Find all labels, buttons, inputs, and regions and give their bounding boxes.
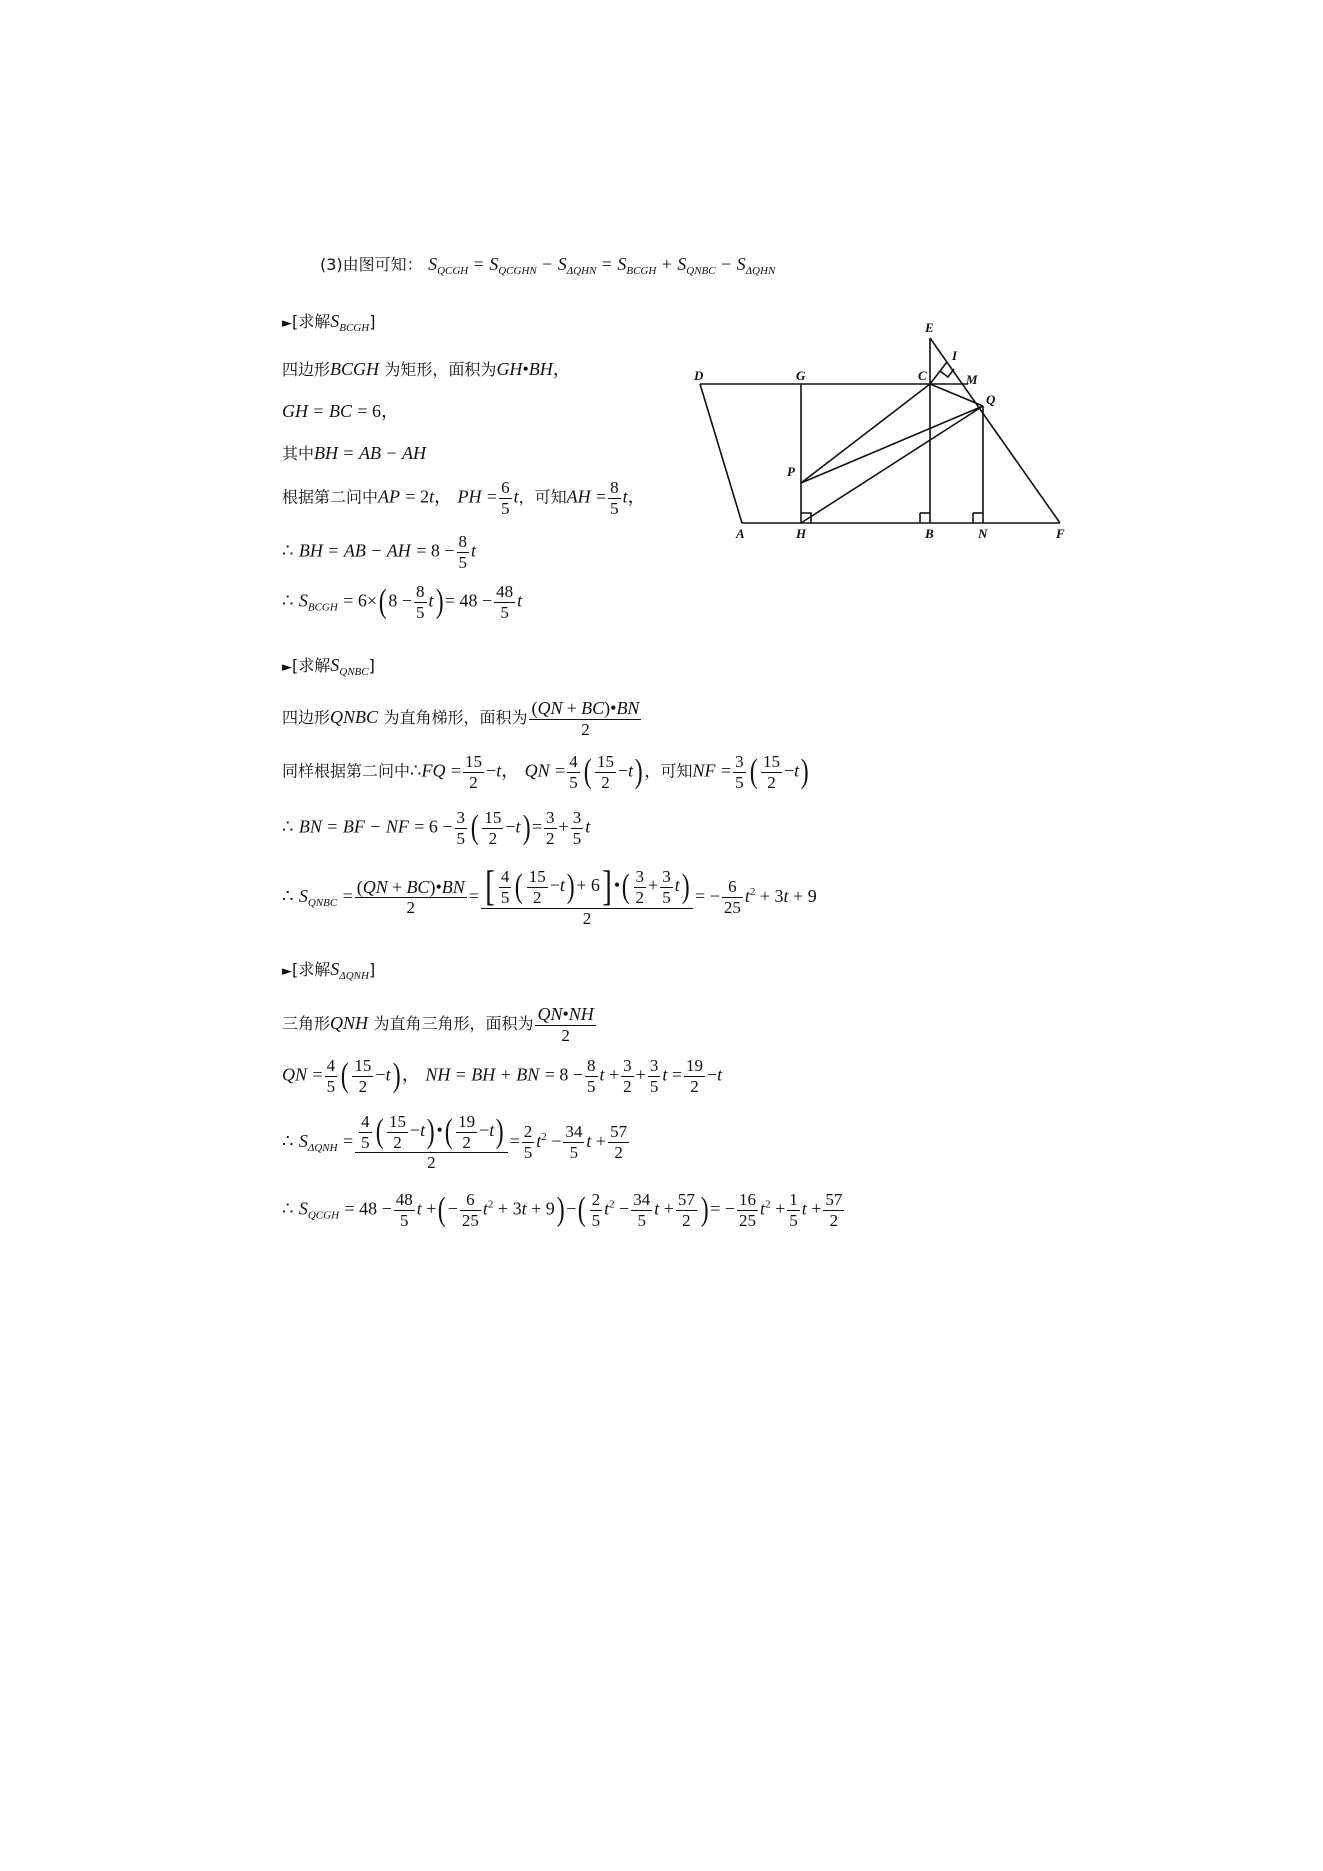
intro-label: (3)由图可知： (320, 255, 423, 274)
arrow-icon: ► (282, 316, 292, 331)
section-header-qnbc: ►[求解$S_{QNBC}$] (282, 655, 375, 678)
qn-nh-line: QN = $\frac{4}{5}$ ( $\frac{15}{2}$ −t)， NH = BH + BN = 8 − $\frac{8}{5}$ t + $\frac{3}{2}$ + $\frac{3}{5}$ t = $\frac{19}{2}$ −t (282, 1056, 723, 1096)
s-bcgh-line: ∴ $S_{BCGH} = 6\times(8$ − $\frac{8}{5}$ t)= 48 − $\frac{48}{5}$ t (282, 582, 523, 622)
segment-pq (801, 406, 983, 483)
section-header-bcgh: ►[求解$S_{BCGH}$] (282, 311, 376, 334)
segment-hq (801, 406, 983, 523)
bn-calc-line: ∴ BN = BF − NF = 6 − $\frac{3}{5}$ ( $\frac{15}{2}$ −t)= $\frac{3}{2}$ + $\frac{3}{5}$ t (282, 808, 591, 848)
arrow-icon: ► (282, 660, 292, 675)
label-d: D (694, 368, 704, 383)
rect-desc-line: 四边形BCGH 为矩形，面积为GH•BH， (282, 359, 571, 379)
label-e: E (925, 320, 934, 335)
label-h: H (796, 526, 807, 541)
label-f: F (1056, 526, 1065, 541)
label-m: M (966, 372, 978, 387)
s-qcgh-line: ∴ $S_{QCGH} = 48$ − $\frac{48}{5}$ t +(− $\frac{6}{25}$ $t^2 + 3t + 9)-$( $\frac{2}{5}$ $t^2$ − $\frac{34}{5}$ t + $\frac{57}{2}$ )= − $\frac{16}{25}$ $t^2$ + $\frac{1}{5}$ t + $\frac{57}{2}$ (282, 1190, 843, 1230)
label-p: P (787, 464, 795, 479)
ap-ph-line: 根据第二问中AP = 2t， PH = $\frac{6}{5}$ t，可知AH = $\frac{8}{5}$ t， (282, 478, 646, 518)
gh-bc-line: GH = BC = 6， (282, 401, 400, 421)
geometry-figure (690, 318, 1080, 548)
fq-qn-line: 同样根据第二问中∴FQ = $\frac{15}{2}$ −t， QN = $\frac{4}{5}$ ( $\frac{15}{2}$ −t) ，可知NF = $\frac{3}{5}$ ( $\frac{15}{2}$ −t) (282, 752, 809, 792)
label-i: I (952, 348, 958, 363)
trap-desc-line: 四边形QNBC 为直角梯形，面积为 $\frac{(QN + BC)•BN}{2}$ (282, 698, 640, 739)
segment-ci (930, 362, 947, 384)
section-header-qnh: ►[求解$S_{\Delta QNH}$] (282, 959, 376, 982)
bh-calc-line: ∴ BH = AB − AH = 8 − $\frac{8}{5}$ t (282, 532, 477, 572)
label-n: N (978, 526, 988, 541)
s-qnh-line: ∴ $S_{\Delta QNH}$ = $\frac{4}{5}$ ( $\frac{15}{2}$ −t)•( $\frac{19}{2}$ −t) 2 = $\frac{2}{5}$ $t^2$ − $\frac{34}{5}$ t + $\frac{57}{2}$ (282, 1112, 628, 1173)
segment-da (700, 384, 742, 523)
arrow-icon: ► (282, 964, 292, 979)
label-c: C (918, 368, 927, 383)
intro-line: (3)由图可知： $S_{QCGH} = S_{QCGHN} - S_{\Delta QHN} = S_{BCGH} + S_{QNBC} - S_{\Delta QHN}$ (320, 254, 776, 277)
label-b: B (925, 526, 934, 541)
segment-cq (930, 384, 983, 406)
tri-desc-line: 三角形QNH 为直角三角形，面积为 $\frac{QN•NH}{2}$ (282, 1004, 594, 1045)
s-qnbc-line: ∴ $S_{QNBC}$ = $\frac{(QN + BC)•BN}{2}$ = [ $\frac{4}{5}$ ( $\frac{15}{2}$ −t)+ 6] •( $\frac{3}{2}$ + $\frac{3}{5}$ t) 2 = − $\frac{6}{25}$ $t^2 + 3t + 9$ (282, 864, 817, 928)
segment-ef (930, 338, 1060, 523)
label-g: G (796, 368, 806, 383)
segment-pc (801, 384, 930, 483)
bh-line: 其中BH = AB − AH (282, 443, 426, 463)
label-q: Q (986, 392, 996, 407)
label-a: A (736, 526, 745, 541)
